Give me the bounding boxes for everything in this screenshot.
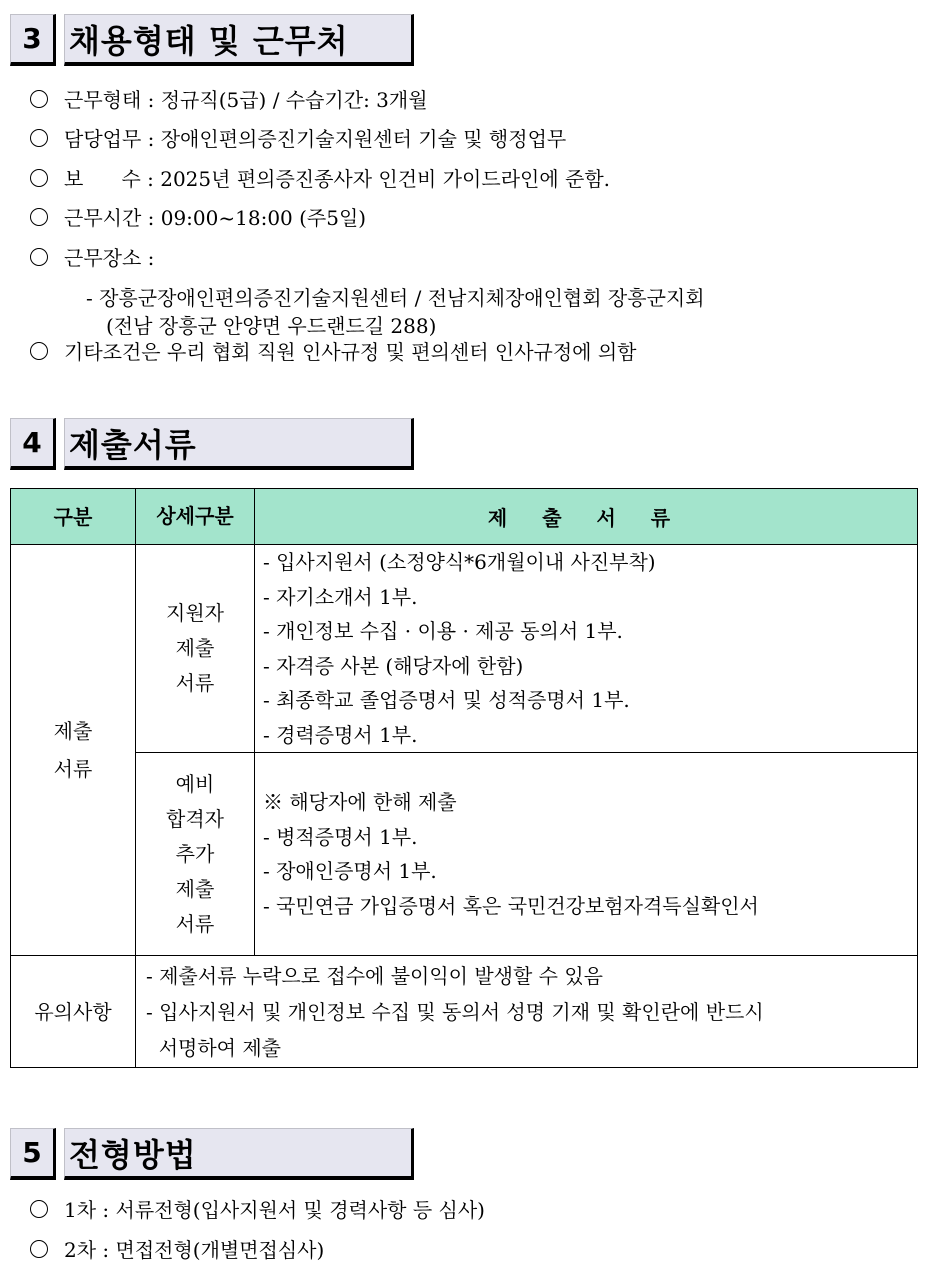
applicant-docs-cell (255, 545, 918, 753)
doc-item: - 최종학교 졸업증명서 및 성적증명서 1부. (263, 688, 630, 712)
item-text: 2차 : 면접전형(개별면접심사) (64, 1238, 325, 1262)
section-5-header (10, 1128, 414, 1180)
location-line: - 장흥군장애인편의증진기술지원센터 / 전남지체장애인협회 장흥군지회 (86, 286, 705, 310)
circle-bullet-icon (30, 169, 48, 187)
header-category: 구분 (11, 489, 136, 545)
doc-item: - 개인정보 수집 · 이용 · 제공 동의서 1부. (263, 619, 623, 643)
item-text: 기타조건은 우리 협회 직원 인사규정 및 편의센터 인사규정에 의함 (64, 340, 637, 364)
section-number: 5 (10, 1128, 56, 1180)
section-title: 제출서류 (64, 418, 414, 470)
notes-cell (136, 956, 918, 1068)
circle-bullet-icon (30, 90, 48, 108)
header-documents: 제 출 서 류 (255, 489, 918, 545)
doc-item: ※ 해당자에 한해 제출 (263, 790, 457, 814)
item-text: 근무형태 : 정규직(5급) / 수습기간: 3개월 (64, 88, 428, 112)
circle-bullet-icon (30, 1200, 48, 1218)
note-item: - 입사지원서 및 개인정보 수집 및 동의서 성명 기재 및 확인란에 반드시 (146, 999, 764, 1024)
list-item (30, 1234, 324, 1263)
circle-bullet-icon (30, 342, 48, 360)
list-item (30, 163, 610, 192)
table-row (11, 545, 918, 753)
item-text: 근무시간 : 09:00~18:00 (주5일) (64, 206, 367, 230)
table-row (11, 956, 918, 1068)
header-detail: 상세구분 (136, 489, 255, 545)
circle-bullet-icon (30, 1240, 48, 1258)
doc-item: - 자격증 사본 (해당자에 한함) (263, 653, 524, 678)
list-item (30, 202, 366, 231)
circle-bullet-icon (30, 129, 48, 147)
section-3-header (10, 14, 414, 66)
item-text: 근무장소 : (64, 246, 155, 270)
note-item: - 제출서류 누락으로 접수에 불이익이 발생할 수 있음 (146, 963, 603, 988)
doc-item: - 경력증명서 1부. (263, 722, 418, 747)
notes-label-cell: 유의사항 (11, 956, 136, 1068)
location-address: (전남 장흥군 안양면 우드랜드길 288) (106, 314, 437, 338)
section-title: 전형방법 (64, 1128, 414, 1180)
section-number: 3 (10, 14, 56, 66)
table-row (11, 753, 918, 956)
doc-item: - 장애인증명서 1부. (263, 859, 437, 883)
section-4-header (10, 418, 414, 470)
list-item (30, 1194, 485, 1223)
note-item: 서명하여 제출 (146, 1035, 281, 1060)
doc-item: - 입사지원서 (소정양식*6개월이내 사진부착) (263, 550, 656, 574)
list-item (30, 84, 428, 113)
doc-item: - 자기소개서 1부. (263, 584, 418, 609)
list-item (30, 123, 566, 152)
applicant-label-cell: 지원자 제출 서류 (136, 545, 255, 753)
table-header-row (11, 489, 918, 545)
category-cell: 제출 서류 (11, 545, 136, 956)
item-text: 보 수 : 2025년 편의증진종사자 인건비 가이드라인에 준함. (64, 167, 611, 191)
list-item (30, 336, 637, 365)
reserve-label-cell: 예비 합격자 추가 제출 서류 (136, 753, 255, 956)
item-text: 담당업무 : 장애인편의증진기술지원센터 기술 및 행정업무 (64, 127, 567, 151)
doc-item: - 국민연금 가입증명서 혹은 국민건강보험자격득실확인서 (263, 893, 759, 918)
item-text: 1차 : 서류전형(입사지원서 및 경력사항 등 심사) (64, 1198, 485, 1222)
documents-table (10, 488, 918, 1068)
section-title: 채용형태 및 근무처 (64, 14, 414, 66)
circle-bullet-icon (30, 248, 48, 266)
section-number: 4 (10, 418, 56, 470)
list-item (30, 242, 154, 271)
reserve-docs-cell (255, 753, 918, 956)
circle-bullet-icon (30, 208, 48, 226)
doc-item: - 병적증명서 1부. (263, 824, 418, 849)
